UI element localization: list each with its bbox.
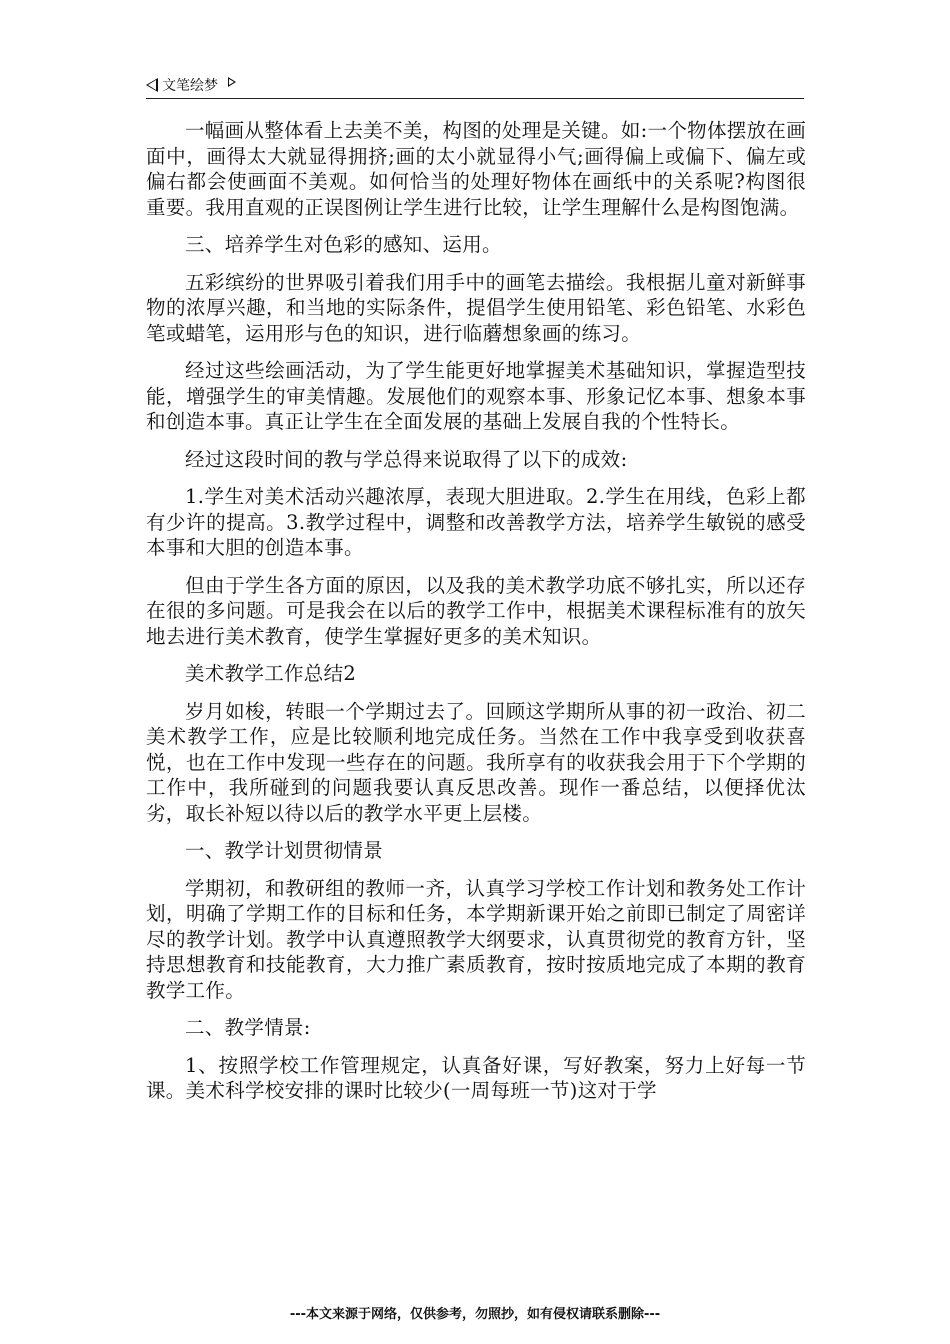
- paragraph-plan: 学期初，和教研组的教师一齐，认真学习学校工作计划和教务处工作计划，明确了学期工作的目标和任务，本学期新课开始之前即已制定了周密详尽的教学计划。教学中认真遵照教学大纲要求，认真贯彻党的教育方针，坚持思想教育和技能教育，大力推广素质教育，按时按质地完成了本期的教育教学工作。: [146, 876, 806, 1002]
- summary-title-2: 美术教学工作总结2: [185, 662, 357, 685]
- section-heading-teaching: 二、教学情景:: [185, 1016, 311, 1039]
- paragraph-shortcomings: 但由于学生各方面的原因，以及我的美术教学功底不够扎实，所以还存在很的多问题。可是我会在以后的教学工作中，根据美术课程标准有的放矢地去进行美术教育，使学生掌握好更多的美术知识。: [146, 573, 806, 648]
- page-header: [146, 72, 804, 99]
- paragraph-semester-review: 岁月如梭，转眼一个学期过去了。回顾这学期所从事的初一政治、初二美术教学工作，应是比较顺利地完成任务。当然在工作中我享受到收获喜悦，也在工作中发现一些存在的问题。我所享有的收获我会用于下个学期的工作中，我所碰到的问题我要认真反思改善。现作一番总结，以便择优汰劣，取长补短以待以后的教学水平更上层楼。: [146, 699, 806, 825]
- paragraph-composition: 一幅画从整体看上去美不美，构图的处理是关键。如:一个物体摆放在画面中，画得太大就显得拥挤;画的太小就显得小气;画得偏上或偏下、偏左或偏右都会使画面不美观。如何恰当的处理好物体在画纸中的关系呢?构图很重要。我用直观的正误图例让学生进行比较，让学生理解什么是构图饱满。: [146, 119, 806, 219]
- triangle-left-icon: [146, 78, 158, 92]
- paragraph-activities: 经过这些绘画活动，为了学生能更好地掌握美术基础知识，掌握造型技能，增强学生的审美情趣。发展他们的观察本事、形象记忆本事、想象本事和创造本事。真正让学生在全面发展的基础上发展自我的个性特长。: [146, 359, 806, 433]
- section-heading-color: 三、培养学生对色彩的感知、运用。: [185, 233, 502, 256]
- paragraph-color: 五彩缤纷的世界吸引着我们用手中的画笔去描绘。我根据儿童对新鲜事物的浓厚兴趣，和当地的实际条件，提倡学生使用铅笔、彩色铅笔、水彩色笔或蜡笔，运用形与色的知识，进行临蘑想象画的练习。: [146, 270, 806, 345]
- triangle-right-icon: [228, 77, 236, 87]
- page-footer: ---本文来源于网络，仅供参考，勿照抄，如有侵权请联系删除---: [289, 1307, 661, 1322]
- section-heading-plan: 一、教学计划贯彻情景: [185, 839, 384, 862]
- paragraph-results-intro: 经过这段时间的教与学总得来说取得了以下的成效:: [185, 447, 628, 471]
- header-title: 文笔绘梦: [162, 78, 218, 94]
- paragraph-teaching: 1、按照学校工作管理规定，认真备好课，写好教案，努力上好每一节课。美术科学校安排的课时比较少(一周每班一节)这对于学: [146, 1053, 806, 1102]
- paragraph-results-list: 1.学生对美术活动兴趣浓厚，表现大胆进取。2.学生在用线，色彩上都有少许的提高。3.教学过程中，调整和改善教学方法，培养学生敏锐的感受本事和大胆的创造本事。: [146, 485, 806, 559]
- document-body: [146, 118, 806, 1116]
